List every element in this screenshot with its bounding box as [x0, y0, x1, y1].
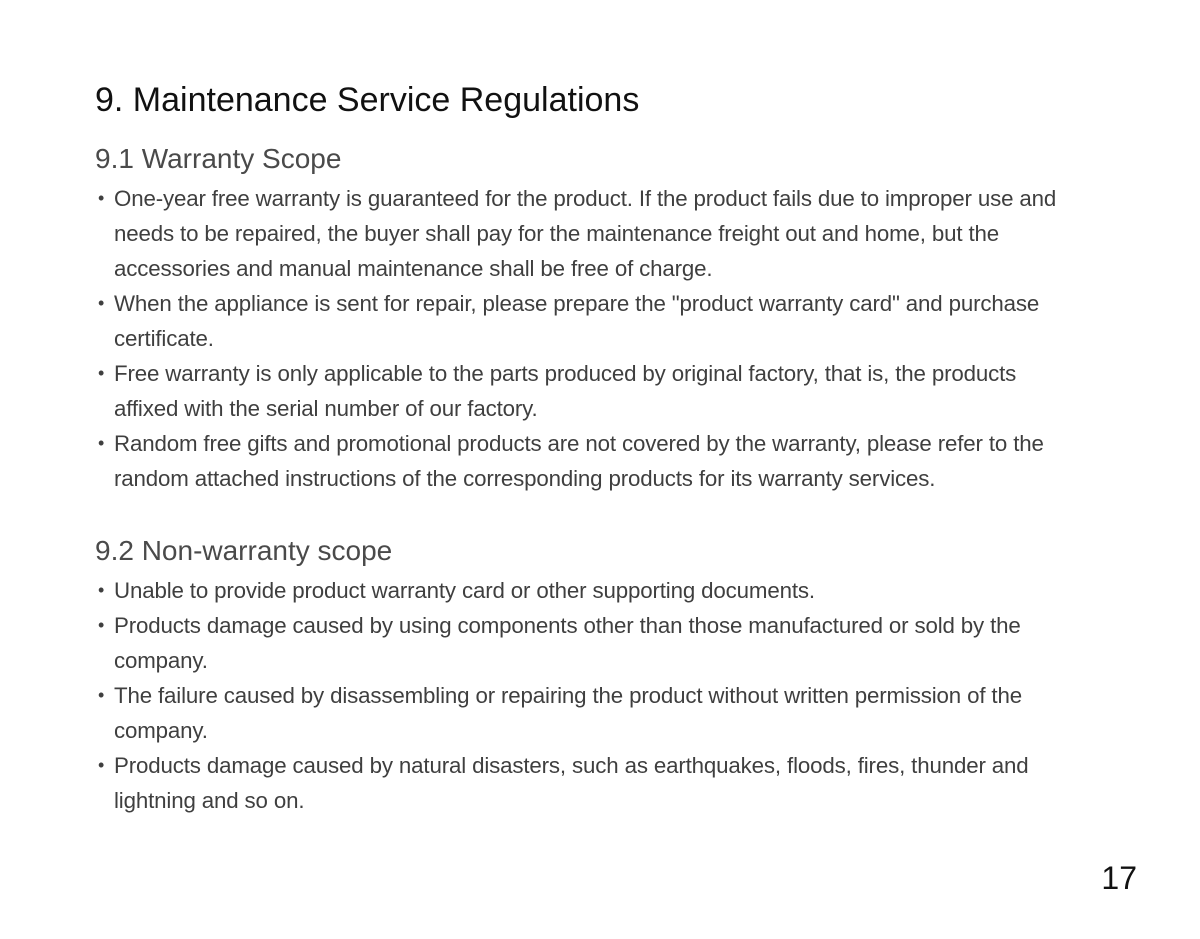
list-item — [95, 286, 1085, 356]
list-item-text: Unable to provide product warranty card or other supporting documents. — [114, 578, 815, 603]
list-item-text: Free warranty is only applicable to the parts produced by original factory, that is, the products affixed with the serial number of our factory. — [114, 361, 1017, 421]
list-item — [95, 426, 1085, 496]
section-title-non-warranty-scope: 9.2 Non-warranty scope — [95, 535, 393, 566]
document-page — [95, 78, 1085, 818]
list-item-text: Random free gifts and promotional products are not covered by the warranty, please refer to the random attached instructions of the corresponding products for its warranty services. — [114, 431, 1044, 491]
bullet-icon: • — [98, 293, 105, 313]
page-title: 9. Maintenance Service Regulations — [95, 81, 640, 119]
bullet-icon: • — [98, 433, 105, 453]
list-item — [95, 356, 1085, 426]
non-warranty-scope-section — [95, 533, 1085, 818]
list-item-text: Products damage caused by natural disasters, such as earthquakes, floods, fires, thunder and lightning and so on. — [114, 753, 1029, 813]
warranty-scope-section — [95, 141, 1085, 496]
page-number: 17 — [1101, 860, 1137, 896]
bullet-icon: • — [98, 755, 105, 775]
list-item — [95, 748, 1085, 818]
list-item-text: One-year free warranty is guaranteed for the product. If the product fails due to improper use and needs to be repaired, the buyer shall pay for the maintenance freight out and home, but the accessories and manual maintenance shall be free of charge. — [114, 186, 1057, 281]
section-title-warranty-scope: 9.1 Warranty Scope — [95, 143, 342, 174]
list-item — [95, 678, 1085, 748]
warranty-scope-list — [95, 181, 1085, 496]
bullet-icon: • — [98, 363, 105, 383]
bullet-icon: • — [98, 685, 105, 705]
non-warranty-scope-list — [95, 573, 1085, 818]
list-item — [95, 608, 1085, 678]
list-item-text: When the appliance is sent for repair, please prepare the "product warranty card" and purchase certificate. — [114, 291, 1040, 351]
bullet-icon: • — [98, 188, 105, 208]
list-item-text: The failure caused by disassembling or repairing the product without written permission of the company. — [114, 683, 1022, 743]
list-item — [95, 573, 1085, 608]
bullet-icon: • — [98, 615, 105, 635]
list-item-text: Products damage caused by using components other than those manufactured or sold by the company. — [114, 613, 1021, 673]
list-item — [95, 181, 1085, 286]
bullet-icon: • — [98, 580, 105, 600]
